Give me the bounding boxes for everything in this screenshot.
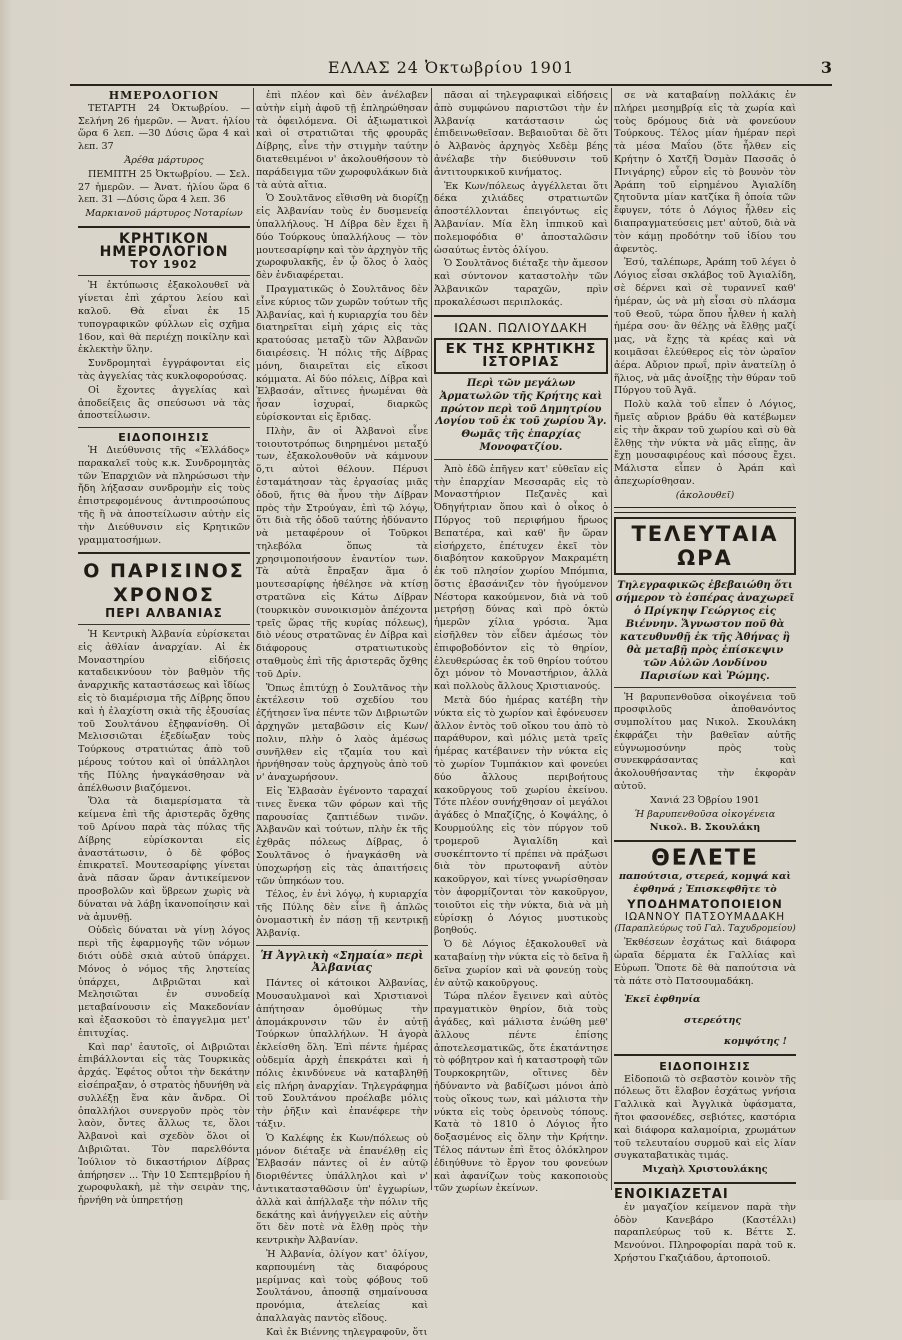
almanac-title: ΗΜΕΡΟΛΟΓΙΟΝ [108, 89, 220, 102]
section-rule [78, 552, 250, 554]
section-rule [614, 687, 796, 688]
almanac-day-2: ΠΕΜΠΤΗ 25 Ὀκτωβρίου. — Σελ. 27 ἡμερῶν. — Ἀνατ. ἡλίου ὥρα 6 λεπ. 31 —Δύσις ὥρα 4 λεπ. 36 [78, 168, 250, 206]
column-divider [611, 88, 612, 1190]
col2-para-5: Ὅπως ἐπιτύχῃ ὁ Σουλτᾶνος τὴν ἐκτέλεσιν τοῦ σχεδίου του ἐζήτησεν ἵνα πέντε τῶν Διβριωτῶν ἀρχηγῶν μεταβῶσιν εἰς Κων/πολιν, πλὴν ὁ λαὸς ἀμέσως συνῆλθεν εἰς τζαμία του καὶ ἠρνήθησαν τοὺς ἀρχηγοὺς ἀπὸ τοῦ ν' ἀναχωρήσουν. [256, 682, 428, 784]
ad-line-2: ΥΠΟΔΗΜΑΤΟΠΟΙΕΙΟΝ [627, 896, 783, 911]
col2-para-3: Πραγματικῶς ὁ Σουλτᾶνος δὲν εἶνε κύριος τῶν χωρῶν τούτων τῆς Ἀλβανίας, καὶ ἡ κυριαρχία του δὲν διατηρεῖται εἰμὴ χάρις εἰς τὰς κρατούσας μεταξὺ τῶν Ἀλβανῶν διαιρέσεις. Ἡ πόλις τῆς Δίβρας μόνη, διαιρεῖται εἰς εἴκοσι κόμματα. Αἱ δύο πόλεις, Δίβρα καὶ Ἐλβασάν, αἵτινες ἡνωμέναι θὰ ἦσαν ἰσχυραί, διαρκῶς εὑρίσκονται εἰς ἔριδας. [256, 283, 428, 423]
section-rule [78, 275, 250, 276]
mourning-sig-2: Νικολ. Β. Σκουλάκη [649, 822, 761, 834]
cretan-calendar-title: ΚΡΗΤΙΚΟΝ ΗΜΕΡΟΛΟΓΙΟΝ [99, 230, 229, 260]
last-hour-box [614, 517, 796, 575]
masthead-title: ΕΛΛΑΣ 24 Ὀκτωβρίου 1901 [327, 58, 575, 77]
history-title-box [434, 338, 608, 374]
notice2-sig: Μιχαὴλ Χριστουλάκης [642, 1164, 768, 1176]
col4-para-1: σε νὰ καταβαίνῃ πολλάκις ἐν πλήρει μεσημβρίᾳ εἰς τὰ χωρία καὶ τοὺς δρόμους διὰ νὰ φονεύουν Τούρκους. Τέλος μίαν ἡμέραν περὶ τὰ μέσα Μαΐου (ὅτε ἦλθεν εἰς Κρήτην ὁ Χατζῆ Ὀσμὰν Πασσᾶς ὁ Πνιγάρης) εὗρον εἰς τὸ βουνὸν τὸν Ἀράπη τοῦ εἰρημένου Ἀγιαλίδη ζητοῦντα μίαν κατζίκα ἣ ὁποία τῶν ἔφυγεν, τότε ὁ Λόγιος ἦλθεν εἰς διαπραγματεύσεις μετ' αὐτοῦ, διὰ νὰ τὸν κάμῃ προδότην τοῦ ἰδίου του ἀφεντὸς. [614, 90, 796, 255]
paris-title: Ο ΠΑΡΙΣΙΝΟΣ ΧΡΟΝΟΣ [83, 560, 245, 607]
english-flag-title: Ἡ Ἀγγλικὴ «Σημαία» περὶ Ἀλβανίας [260, 948, 424, 975]
paris-para-3: Οὐδεὶς δύναται νὰ γίνῃ λόγος περὶ τῆς ἐφαρμογῆς τῶν νόμων διότι οὐδὲ σκιὰ αὐτοῦ ὑπάρχει. Μόνος ὁ νόμος τῆς ληστείας ὑπάρχει, Διβριῶται καὶ Μελησιῶται ἐν συνοδείᾳ μεταβαίνουσιν εἰς Μακεδονίαν καὶ ἐξασκοῦσι τὸ ἐπαγγελμα μετ' ἐπιτυχίας. [78, 925, 250, 1039]
col2-para-11: Καὶ ἐκ Βιέννης τηλεγραφοῦν, ὅτι [266, 1326, 428, 1338]
column-divider [431, 88, 432, 1190]
rent-text: ἐν μαγαζίον κείμενον παρὰ τὴν ὁδὸν Κανεβάρο (Καστέλλι) παραπλεύρως τοῦ κ. Βέττε Σ. Μενούνοι. Πληροφορίαι παρὰ τοῦ κ. Χρήστου Γκαζιάδου, ἀρτοποιοῦ. [614, 1201, 796, 1264]
article-author: ΙΩΑΝ. ΠΩΛΙΟΥΔΑΚΗ [454, 320, 588, 335]
column-1 [78, 89, 250, 1207]
paris-para-4: Καὶ παρ' ἑαυτοῖς, οἱ Διβριῶται ἐπιβάλλονται εἰς τὰς Τουρκικὰς ἀρχάς. Ἐφέτος οὗτοι τὴν δεκάτην εἰσέπραξαν, ὁ στρατὸς ἠδυνήθη νὰ συλλέξῃ ἕνα κὰν ἄνδρα. Οἱ ὀπαλλήλοι συνεργοῦν πρὸς τὸν λαὸν, ὄντες ἄλλως τε, ὅλοι Ἀλβανοὶ καὶ σχεδὸν ὅλοι οἱ Διβριῶται. Τὸν παρελθόντα Ἰούλιον τὸ δικαστήριον Δίβρας ἀπήρησεν ... Τὴν 10 Σεπτεμβρίου ἡ χωροφυλακὴ, μὲ τὴν σειρὰν της, ἠρνήθη νὰ ὑπηρετήσῃ [78, 1041, 250, 1207]
history-para-3: Ὁ δὲ Λόγιος ἐξακολουθεῖ νὰ καταβαίνῃ τὴν νύκτα εἰς τὸ δεῖνα ἢ δεῖνα χωρίον καὶ νὰ φονεύῃ τοὺς ἐν αὐτῷ κακοῦργους. [434, 939, 609, 989]
notice2-text: Εἰδοποιῶ τὸ σεβαστὸν κοινὸν τῆς πόλεως ὅτι ἔλαβον ἐσχάτως γνήσια Γαλλικὰ καὶ Ἀγγλικὰ ὑφάσματα, ἤτοι φασονέδες, σεβιότες, καστόρια καὶ διάφορα καλαμοίρια, χρωμάτων τοῦ τελευταίου συρμοῦ καὶ εἰς λίαν συγκαταβατικὰς τιμάς. [614, 1073, 796, 1162]
ad-line-4: (Παραπλεύρως τοῦ Γαλ. Ταχυδρομείου) [614, 924, 796, 935]
col2-para-7: Τέλος, ἐν ἑνὶ λόγῳ, ἡ κυριαρχία τῆς Πύλης δὲν εἶνε ἢ ἁπλῶς ὀνομαστικὴ ἐν πάσῃ τῇ κεντρικῇ Ἀλβανίᾳ. [256, 889, 428, 939]
almanac-saint-2: Μαρκιανοῦ μάρτυρος Νοταρίων [85, 208, 243, 220]
col2-para-8: Πάντες οἱ κάτοικοι Ἀλβανίας, Μουσαυλμανοὶ καὶ Χριστιανοὶ ἀπήτησαν ὁμοθύμως τὴν ἀπομάκρυνσιν τῶν ἐν αὐτῇ Τούρκων ὑπαλλήλων. Ἡ ἀγορὰ ἐκλείσθη ὅλη. Ἐπὶ πέντε ἡμέρας οὐδεμία ἀρχὴ ἐπεκράτει καὶ ἡ πόλις ἐκινδύνευε νὰ καταβληθῇ εἰς πλήρη ἀναρχίαν. Τηλεγράφημα τοῦ Σουλτάνου προέλαβε μόλις τὴν ῥῆξιν καὶ ἐπανέφερε τὴν τάξιν. [256, 978, 428, 1130]
masthead [0, 58, 902, 80]
column-2 [256, 90, 428, 1338]
ad-line-8: κομψότης ! [724, 1036, 787, 1048]
section-rule [434, 315, 608, 317]
rent-title: ΕΝΟΙΚΙΑΖΕΤΑΙ [614, 1187, 729, 1202]
notice2-title: ΕΙΔΟΠΟΙΗΣΙΣ [659, 1059, 751, 1073]
section-rule [78, 226, 250, 228]
history-para-1: Ἀπὸ ἑδῶ ἐπῆγεν κατ' εὐθεῖαν εἰς τὴν ἐπαρχίαν Μεσσαρᾶς εἰς τὸ Μοναστήριον Πεζανὲς καὶ Ὀδηγήτριαν ὅπου καὶ ὁ οἶκος ὁ Πύργος τοῦ περιφήμου ἥρωος Βεπατέρα, καὶ καθ' ἣν ὥραν εἰσήρχετο, ἐπέτυχεν ἐκεῖ τὸν διαβόητον κακοῦργον Μακραμέτη ἐκ τοῦ πλησίον χωρίου Μπόμπια, ὅστις ἐβασάνιζεν τὸν ἡγούμενον Νέστορα κακούμενον, διὰ νὰ τοῦ μετρήσῃ δύνας καὶ πρὸ ὀκτὼ ἡμερῶν χίλια γρόσια. Ἅμα εἰσῆλθεν τὸν εἶδεν ἀμέσως τὸν ἐπιφοβοδόντον εἰς τὸ θηρίον, ἐλευθερώσας ἐκ τοῦ θηρίου τούτου ὄχι μόνον τὸ Μοναστήριον, ἀλλὰ καὶ πολλοὺς ἄλλους Χριστιανούς. [434, 463, 608, 693]
col4-para-3: Πολὺ καλὰ τοῦ εἶπεν ὁ Λόγιος, ἤμεῖς αὔριον βράδυ θὰ κατέβωμεν εἰς τὴν ἄκραν τοῦ χωρίου καὶ σὺ θὰ ἔλθῃς τὴν νύκτα νὰ μᾶς εἴπῃς, ἂν ἔχῃ μουσαφιρέους καὶ πόσους ἔχει. Μάλιστα εἶπεν ὁ Ἀράπ καὶ ἀπεχωρίσθησαν. [614, 399, 796, 487]
almanac-saint-1: Ἀρέθα μάρτυρος [124, 154, 204, 166]
history-para-4: Τώρα πλέον ἔγεινεν καὶ αὐτὸς πραγματικὸν θηρίον, διὰ τοὺς ἀγάδες, καὶ μάλιστα ἐνώθη μεθ' ἄλλους πέντε ἐπίσης ἀποτελεσματικῶς, ὅτε ἐκατάντησε τὸ φόβητρον καὶ ἡ καταστροφὴ τῶν Τουρκοκρητῶν, οἵτινες δὲν ἠδύναντο νὰ βαδίζωσι μόνοι ἀπὸ τοὺς οἴκους των, καὶ μάλιστα τὴν νύκτα εἰς τοὺς ὀρεινοὺς τόπους. Κατὰ τὸ 1810 ὁ Λόγιος ἦτο δοξασμένος εἰς ὅλην τὴν Κρήτην. Τέλος πάντων ἐπὶ ἔτος ὁλόκληρον ἐδιηύθυνε τὸ ἔργον του φονεύων καὶ ἀφανίζων τοὺς κακοποιοὺς τῶν χωρίων ἐκείνων. [434, 991, 608, 1195]
last-hour-title: ΤΕΛΕΥΤΑΙΑ ΩΡΑ [631, 521, 779, 570]
section-ribbon [614, 507, 796, 513]
last-hour-text: Τηλεγραφικῶς ἐβεβαιώθη ὅτι σήμερον τὸ ἑσπέρας ἀναχωρεῖ ὁ Πρίγκηψ Γεώργιος εἰς Βιέννην. Ἄγνωστον ποῦ θὰ κατευθυνθῇ ἐκ τῆς Ἀθήνας ἢ θὰ μεταβῇ πρὸς ἐπίσκεψιν τῶν Αὐλῶν Λονδίνου Παρισίων καὶ Ῥώμης. [615, 578, 795, 682]
col2-para-6: Εἰς Ἐλβασὰν ἐγένοντο ταραχαί τινες ἕνεκα τῶν φόρων καὶ τῆς παρουσίας ζαπτιέδων τινῶν. Ἀλβανῶν καὶ τούτων, πλὴν ἐκ τῆς ἐχθρᾶς πόλεως Δίβρας, ὁ Σουλτᾶνος ὁ ἠναγκάσθη νὰ ὑποχωρήσῃ εἰς τὰς ἀπαιτήσεις τῶν ὑπηκόων του. [256, 786, 428, 887]
section-rule [256, 945, 428, 946]
col3-para-1: πᾶσαι αἱ τηλεγραφικαὶ εἰδήσεις ἀπὸ συμφώνου παριστῶσι τὴν ἐν Ἀλβανίᾳ κατάστασιν ὡς ἐπιδεινωθεῖσαν. Βεβαιοῦται δὲ ὅτι ὁ Ἀλβανὸς ἀρχηγὸς Χεδὲμ βέης ἀνέλαβε τὴν διεύθυνσιν τοῦ ἀντιτουρκικοῦ κινήματος. [434, 90, 608, 178]
cretan-calendar-sub: ΤΟΥ 1902 [130, 257, 198, 271]
column-4 [614, 90, 796, 1264]
section-rule [614, 840, 796, 842]
section-rule [434, 459, 608, 460]
col2-para-1: ἐπὶ πλέον καὶ δὲν ἀνέλαβεν αὐτὴν εἰμὴ ἀφοῦ τῇ ἐπληρώθησαν τὰ ὀφειλόμενα. Οἱ ἀξιωματικοὶ καὶ οἱ στρατιῶται τῆς φρουρᾶς Δίβρης, εἶνε τὴν στιγμὴν ταύτην διατεθειμένοι ν' ἀκολουθήσουν τὸ παράδειγμα τῶν χωροφυλάκων διὰ τὰ αὐτὰ αἴτια. [256, 90, 428, 191]
section-rule [78, 427, 250, 428]
column-3 [434, 90, 609, 1195]
cretan-para-3: Οἱ ἔχοντες ἀγγελίας καὶ ἀποδείξεις ἃς σπεύσωσι νὰ τὰς ἀποστείλωσιν. [78, 384, 250, 422]
section-rule [614, 1054, 796, 1056]
page-number: 3 [820, 58, 832, 77]
col2-para-2: Ὁ Σουλτᾶνος εἴθισθη νὰ διορίζῃ εἰς Ἀλβανίαν τοὺς ἐν δυσμενείᾳ ὑπαλλήλους. Ἡ Δίβρα δὲν ἔχει ἢ δύο Τούρκους ὑπαλλήλους — τὸν μουτεσαρίφην καὶ τὸν ἀρχηγὸν τῆς χωροφυλακῆς, ἐν ᾧ ὅλος ὁ λαὸς δὲν ἐνδιαφέρεται. [256, 193, 428, 282]
section-rule [614, 1182, 796, 1184]
ad-line-6: Ἐκεῖ ἐφθηνία [624, 994, 701, 1006]
col2-para-4: Πλὴν, ἂν οἱ Ἀλβανοὶ εἶνε τοιουτοτρόπως διηρημένοι μεταξύ των, ἐξακολουθοῦν νὰ κάμνουν ὅ,τι αὐτοὶ θέλουν. Πέρυσι ἐσταμάτησαν τὰς ἐργασίας μιᾶς ὁδοῦ, ἥτις θὰ ἧνου τὴν Δίβραν πρὸς τὴν Στρούγαν, ἐπὶ τῷ λόγῳ, ὅτι διὰ τῆς ὁδοῦ ταύτης ἠδύναντο νὰ μεταφέρουν οἱ Τοῦρκοι τηλεβόλα ὅπως τὰ χρησιμοποιήσουν ἐναντίον των. Τὰ αὐτὰ ἔπραξαν ἅμα ὁ μουτεσαρίφης ἠθέλησε νὰ κτίσῃ στρατῶνα εἰς Κάτω Δίβραν (τουρκικὸν συνοικισμὸν ἀπέχοντα τρεῖς ὥρας τῆς κυρίας πόλεως), διὸ νέους στρατῶνας ἐν Δίβρα καὶ διάφορους στρατιωτικοὺς σταθμοὺς ἐπὶ τῆς ἀριστερᾶς ὄχθης τοῦ Δρίν. [256, 425, 428, 680]
history-subtitle: Περὶ τῶν μεγάλων Ἀρματωλῶν τῆς Κρήτης καὶ πρώτον περὶ τοῦ Δημητρίου Λογίου τοῦ ἐκ τοῦ χωρίου Ἅγ. Θωμᾶς τῆς ἐπαρχίας Μονοφατζίου. [435, 377, 607, 453]
ad-line-3: ΙΩΑΝΝΟΥ ΠΑΤΣΟΥΜΑΔΑΚΗ [624, 910, 786, 923]
history-title: ΕΚ ΤΗΣ ΚΡΗΤΙΚΗΣ ΙΣΤΟΡΙΑΣ [445, 341, 597, 371]
ad-line-1: παπούτσια, στερεά, κομψά καὶ ἐφθηνά ; Ἐπισκεφθῆτε τὸ [619, 871, 791, 896]
ad-line-7: στερεότης [684, 1015, 742, 1027]
almanac-day-1: ΤΕΤΑΡΤΗ 24 Ὀκτωβρίου. — Σελήνη 26 ἡμερῶν. — Ἀνατ. ἡλίου ὥρα 6 λεπ. —30 Δύσις ὥρα 4 καὶ λεπ. 37 [78, 102, 250, 153]
notice-text: Ἡ Διεύθυνσις τῆς «Ἑλλάδος» παρακαλεῖ τοὺς κ.κ. Συνδρομητὰς τῶν Ἐπαρχιῶν νὰ πληρώσωσι τὴν ἤδη λήξασαν συνδρομὴν εἰς τοὺς ἐπιστρεφομένους ἀντιπροσώπους τῆς ἢ νὰ ἀποστείλωσιν αὐτὴν εἰς τὴν Διεύθυνσιν εἰς Κρητικῶν γραμματοσήμων. [78, 444, 250, 546]
notice-title: ΕΙΔΟΠΟΙΗΣΙΣ [118, 431, 210, 445]
paris-sub: ΠΕΡΙ ΑΛΒΑΝΙΑΣ [105, 606, 223, 621]
cretan-para-2: Συνδρομηταὶ ἐγγράφονται εἰς τὰς ἀγγελίας τὰς κυκλοφορούσας. [78, 358, 250, 382]
ad-line-5: Ἐκθέσεων ἐσχάτως καὶ διάφορα ὡραῖα δέρματα ἐκ Γαλλίας καὶ Εὐρωπ. Ὅποτε δὲ θὰ παπούτσια νὰ τὰ πάτε στὸ Πατσουμαδάκη. [614, 937, 796, 987]
mourning-date: Χανιά 23 Ὀβρίου 1901 [650, 794, 760, 806]
col3-para-3: Ὁ Σουλτᾶνος διέταξε τὴν ἄμεσον καὶ σύντονον καταστολὴν τῶν Ἀλβανικῶν ταραχῶν, πρὶν προκαλέσωσι περιπλοκάς. [434, 258, 608, 308]
ad-title: ΘΕΛΕΤΕ [651, 846, 759, 872]
col4-para-2: Ἐσύ, ταλέπωρε, Ἀράπη τοῦ λέγει ὁ Λόγιος εἶσαι σκλάβος τοῦ Ἀγιαλίδη, σὲ δέρνει καὶ σὲ τυραννεῖ καθ' ἡμέραν, ὡς νὰ μὴ εἶσαι σὺ πλάσμα τοῦ Θεοῦ, τώρα ὅπου ἦλθεν ἡ καλὴ ἡμέρα σου· ἂν θέλῃς νὰ ἔλθῃς μαζί μας, νὰ ἔχῃς τὰ κρέας καὶ νὰ κοιμᾶσαι ἐλεύθερος εἰς τὸν ὡραῖον ἀέρα. Αὔριον πρωΐ, πρὶν ἀνατείλῃ ὁ ἥλιος, νὰ μᾶς ἀνοίξῃς τὴν θύραν τοῦ Πύργου τοῦ Ἀγᾶ. [614, 257, 796, 397]
paris-para-1: Ἡ Κεντρικὴ Ἀλβανία εὑρίσκεται εἰς ἀθλίαν ἀναρχίαν. Αἱ ἐκ Μοναστηρίου εἰδήσεις καταδεικνύουν τὸν βαθμὸν τῆς ἀναρχικῆς καταστάσεως καὶ ἴδίως εἰς τὸ διαμέρισμα τῆς Δίβρης ὅπου καὶ ἡ ἐλαχίστη σκιὰ τῆς ἐξουσίας τοῦ Σουλτάνου ἐξηφανίσθη. Οἱ Μελισσιῶται ἐξεδίωξαν τοὺς Τούρκους στρατιώτας ἀπὸ τοῦ μέρους τούτου καὶ οἱ ὑπάλληλοι τῆς Πύλης ἠναγκάσθησαν νὰ ἀπέλθωσιν βιαζόμενοι. [78, 629, 250, 794]
cretan-para-1: Ἡ ἐκτύπωσις ἐξακολουθεῖ νὰ γίνεται ἐπὶ χάρτου λείου καὶ καλοῦ. Θὰ εἶναι ἐκ 15 τυπογραφικῶν φύλλων εἰς σχῆμα 16ον, καὶ θὰ περιέχῃ ποικίλην καὶ ἐκλεκτὴν ὕλην. [78, 280, 250, 356]
col2-para-10: Ἡ Ἀλβανία, ὀλίγον κατ' ὀλίγον, καρπουμένη τὰς διαφόρους μερίμνας καὶ τοὺς φόβους τοῦ Σουλτάνου, ἀποσπᾷ σημαίνουσα προνόμια, ἀτελείας καὶ ἀπαλλαγὰς παντὸς εἴδους. [256, 1248, 428, 1324]
paris-para-2: Ὅλα τὰ διαμερίσματα τὰ κείμενα ἐπὶ τῆς ἀριστερᾶς ὄχθης τοῦ Δρίνου παρὰ τὰς πύλας τῆς Δίβρης εὑρίσκονται εἰς ἀναστάτωσιν, ὁ δὲ φόβος ἐπικρατεῖ. Μουτεσαρίφης γίνεται ἀνὰ πᾶσαν ὥραν ἀντικείμενον προσβολῶν καὶ ὕβρεων χωρὶς νὰ δύναται νὰ λάβῃ ἱκανοποίησιν καὶ νὰ ἀμυνθῇ. [78, 796, 250, 923]
col3-para-2: Ἐκ Κων/πόλεως ἀγγέλλεται ὅτι δέκα χιλιάδες στρατιωτῶν ἀποστέλλονται ἐπειγόντως εἰς Ἀλβανίαν. Μία ἔλη ἱππικοῦ καὶ πολεμοφόδια θ' ἀποσταλῶσιν ὡσαύτως ἐντὸς ὀλίγου. [434, 180, 608, 256]
col2-para-9: Ὁ Καλέφης ἐκ Κων/πόλεως οὐ μόνον διέταξε νὰ ἐπανέλθῃ εἰς Ἐλβασάν πάντες οἱ ἐν αὐτῷ διοριθέντες ὑπάλληλοι καὶ ν' ἀντικατασταθῶσιν ὑπ' ἐγχωρίων, ἀλλὰ καὶ ἀπήλλαξε τὴν πόλιν τῆς δεκάτης καὶ ἀνήγγειλεν εἰς αὐτὴν ὅτι δὲν ποτὲ νὰ ἔλθῃ πρὸς τὴν κεντρικὴν Ἀλβανίαν. [256, 1132, 428, 1247]
section-rule [78, 624, 250, 625]
history-para-2: Μετὰ δύο ἡμέρας κατέβη τὴν νύκτα εἰς τὸ χωρίον καὶ ἐφόνευσεν ἄλλον ἐντὸς τοῦ οἴκου του ἀπὸ τὸ παράθυρον, καὶ μόλις μετὰ τρεῖς ἡμέρας κατέβαινεν τὴν νύκτα εἰς τὸ χωρίον Τυμπάκιον καὶ φονεύει δύο ἄλλους περιβοήτους κακοῦργους τοῦ χωρίου ἐκείνου. Τότε πλέον συνήχθησαν οἱ μεγάλοι ἀγάδες ὁ Μπαζίζης, ὁ Κοψάλης, ὁ Κουρμούλης εἰς τὸν πύργον τοῦ τρομεροῦ Ἀγιαλίδη καὶ συσκέπτοντο τί πρέπει νὰ πράξωσι διὰ τὸν πρωτοφανῆ αὐτὸν κακοῦργον, καὶ τίνες γνωρίσθησαν τὸν ἀφορμίζονται τὸν κακοῦργον, τοιοῦτοι εἰς τὴν νύκτα, διὰ νὰ μὴ εὑρίσκῃ ὁ Λόγιος μυστικοὺς βοηθούς. [434, 695, 608, 937]
column-divider [253, 88, 254, 1190]
masthead-rule [70, 84, 832, 86]
continued-note: (ἀκολουθεῖ) [675, 489, 735, 501]
mourning-sig-1: Ἡ βαρυπενθοῦσα οἰκογένεια [634, 808, 776, 820]
mourning-text: Ἡ βαρυπενθοῦσα οἰκογένεια τοῦ προσφιλοῦς ἀποθανόντος συμπολίτου μας Νικολ. Σκουλάκη ἐκφράζει τὴν βαθεῖαν αὐτῆς εὐγνωμοσύνην πρὸς τοὺς συνεκφράσαντας καὶ ἀκολουθήσαντας τὴν ἐκφορὰν αὐτοῦ. [614, 691, 796, 793]
